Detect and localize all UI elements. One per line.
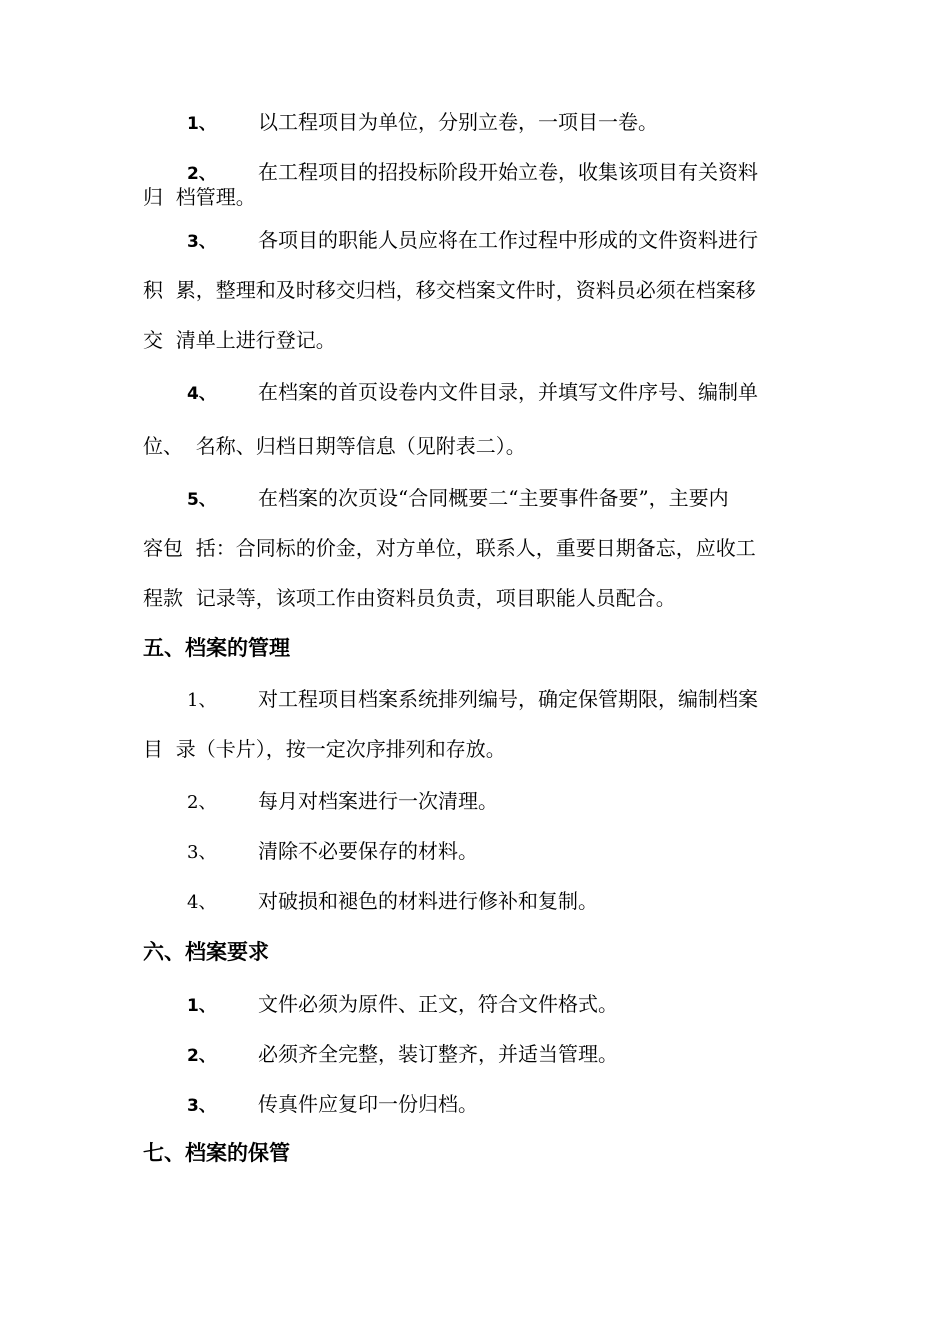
item-number: 4、 <box>187 892 217 913</box>
item-text: 每月对档案进行一次清理。 <box>258 789 498 813</box>
item-text: 清除不必要保存的材料。 <box>258 839 478 863</box>
item-number: 1、 <box>187 114 216 134</box>
item-text-continued: 容包 括：合同标的价金，对方单位，联系人，重要日期备忘，应收工 <box>143 536 756 560</box>
item-text: 对工程项目档案系统排列编号，确定保管期限，编制档案 <box>258 687 758 711</box>
item-number: 3、 <box>187 1096 216 1116</box>
item-number: 4、 <box>187 384 216 404</box>
item-number: 3、 <box>187 232 216 252</box>
item-text: 在档案的次页设“合同概要二“主要事件备要”，主要内 <box>258 486 729 510</box>
section-heading: 六、档案要求 <box>143 940 269 964</box>
item-text-continued: 目 录（卡片），按一定次序排列和存放。 <box>143 737 506 761</box>
item-text: 各项目的职能人员应将在工作过程中形成的文件资料进行 <box>258 228 758 252</box>
item-text: 在档案的首页设卷内文件目录，并填写文件序号、编制单 <box>258 380 758 404</box>
item-text: 必须齐全完整，装订整齐，并适当管理。 <box>258 1042 618 1066</box>
item-text: 传真件应复印一份归档。 <box>258 1092 478 1116</box>
item-text: 对破损和褪色的材料进行修补和复制。 <box>258 889 598 913</box>
item-text-continued: 位、 名称、归档日期等信息（见附表二）。 <box>143 434 526 458</box>
item-text: 在工程项目的招投标阶段开始立卷，收集该项目有关资料 <box>258 160 758 184</box>
item-number: 5、 <box>187 490 216 510</box>
item-number: 2、 <box>187 1046 216 1066</box>
item-text-continued: 交 清单上进行登记。 <box>143 328 336 352</box>
section-heading: 七、档案的保管 <box>143 1141 290 1165</box>
item-number: 2、 <box>187 792 217 813</box>
item-number: 3、 <box>187 842 217 863</box>
item-text: 以工程项目为单位，分别立卷，一项目一卷。 <box>258 110 658 134</box>
item-text-continued: 程款 记录等，该项工作由资料员负责，项目职能人员配合。 <box>143 586 676 610</box>
item-text-continued: 积 累，整理和及时移交归档，移交档案文件时，资料员必须在档案移 <box>143 278 756 302</box>
section-heading: 五、档案的管理 <box>143 636 290 660</box>
item-text-continued: 归 档管理。 <box>143 185 256 209</box>
item-text: 文件必须为原件、正文，符合文件格式。 <box>258 992 618 1016</box>
item-number: 1、 <box>187 996 216 1016</box>
item-number: 1、 <box>187 690 217 711</box>
item-number: 2、 <box>187 164 216 184</box>
